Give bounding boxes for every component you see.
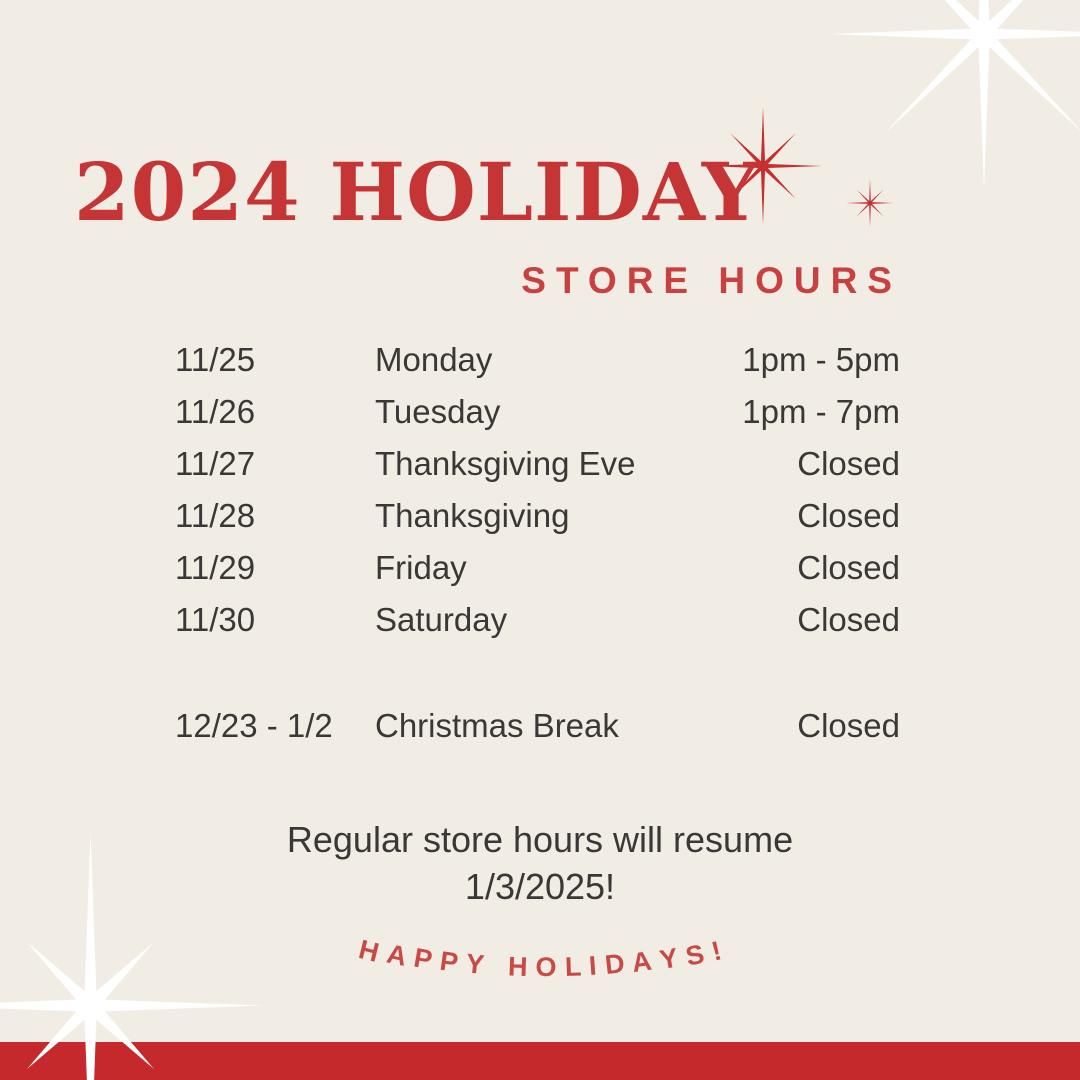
schedule-date: 11/26 xyxy=(175,393,256,430)
happy-holidays-letter: S xyxy=(682,938,707,972)
schedule-day: Saturday xyxy=(375,601,508,638)
table-row xyxy=(175,594,900,646)
happy-holidays-letter: P xyxy=(412,942,436,976)
schedule-day: Thanksgiving xyxy=(375,497,570,534)
happy-holidays-letter: A xyxy=(629,945,654,979)
schedule-day: Friday xyxy=(375,549,467,586)
schedule-day: Christmas Break xyxy=(375,707,619,744)
happy-holidays-letter: H xyxy=(356,934,383,968)
schedule-date: 11/27 xyxy=(175,445,256,482)
happy-holidays-letter: Y xyxy=(465,948,487,980)
schedule-hours: Closed xyxy=(797,497,900,534)
resume-note-line2: 1/3/2025! xyxy=(464,866,616,907)
schedule-hours: Closed xyxy=(797,707,900,744)
sparkle-star-shape xyxy=(828,0,1080,190)
schedule-date: 11/28 xyxy=(175,497,256,534)
resume-note-line1: Regular store hours will resume xyxy=(286,819,794,860)
schedule-date: 12/23 - 1/2 xyxy=(175,707,333,744)
schedule-hours: Closed xyxy=(797,445,900,482)
schedule-date: 11/29 xyxy=(175,549,256,586)
sparkle-star-shape xyxy=(0,833,263,1080)
schedule-hours: Closed xyxy=(797,549,900,586)
happy-holidays-letter: L xyxy=(563,951,582,982)
page-subtitle: STORE HOURS xyxy=(521,260,902,301)
happy-holidays-letter: H xyxy=(507,951,529,983)
happy-holidays-letter: ! xyxy=(707,935,724,967)
store-hours-table xyxy=(175,334,900,752)
sparkle-star-icon-red-small xyxy=(846,179,894,227)
happy-holidays-letter xyxy=(491,950,501,981)
happy-holidays-letter: I xyxy=(587,950,598,981)
schedule-hours: 1pm - 5pm xyxy=(742,341,900,378)
table-row xyxy=(175,542,900,594)
happy-holidays-letter: P xyxy=(438,945,461,978)
table-row xyxy=(175,490,900,542)
page-title: 2024 HOLIDAY xyxy=(74,145,761,239)
happy-holidays-letter: O xyxy=(535,952,557,982)
happy-holidays-letter: D xyxy=(602,948,626,981)
happy-holidays-letter: Y xyxy=(656,942,680,976)
schedule-day: Thanksgiving Eve xyxy=(375,445,636,482)
schedule-date: 11/30 xyxy=(175,601,256,638)
sparkle-star-icon-top-right xyxy=(828,0,1080,190)
happy-holidays-letter: A xyxy=(384,938,410,972)
schedule-date: 11/25 xyxy=(175,341,256,378)
schedule-hours: 1pm - 7pm xyxy=(742,393,900,430)
schedule-day: Tuesday xyxy=(375,393,501,430)
sparkle-star-icon-bottom-left xyxy=(0,833,263,1080)
sparkle-star-shape xyxy=(846,179,894,227)
schedule-day: Monday xyxy=(375,341,493,378)
table-row xyxy=(175,386,900,438)
schedule-hours: Closed xyxy=(797,601,900,638)
table-row-christmas-break xyxy=(175,700,900,752)
table-row xyxy=(175,438,900,490)
table-row xyxy=(175,334,900,386)
